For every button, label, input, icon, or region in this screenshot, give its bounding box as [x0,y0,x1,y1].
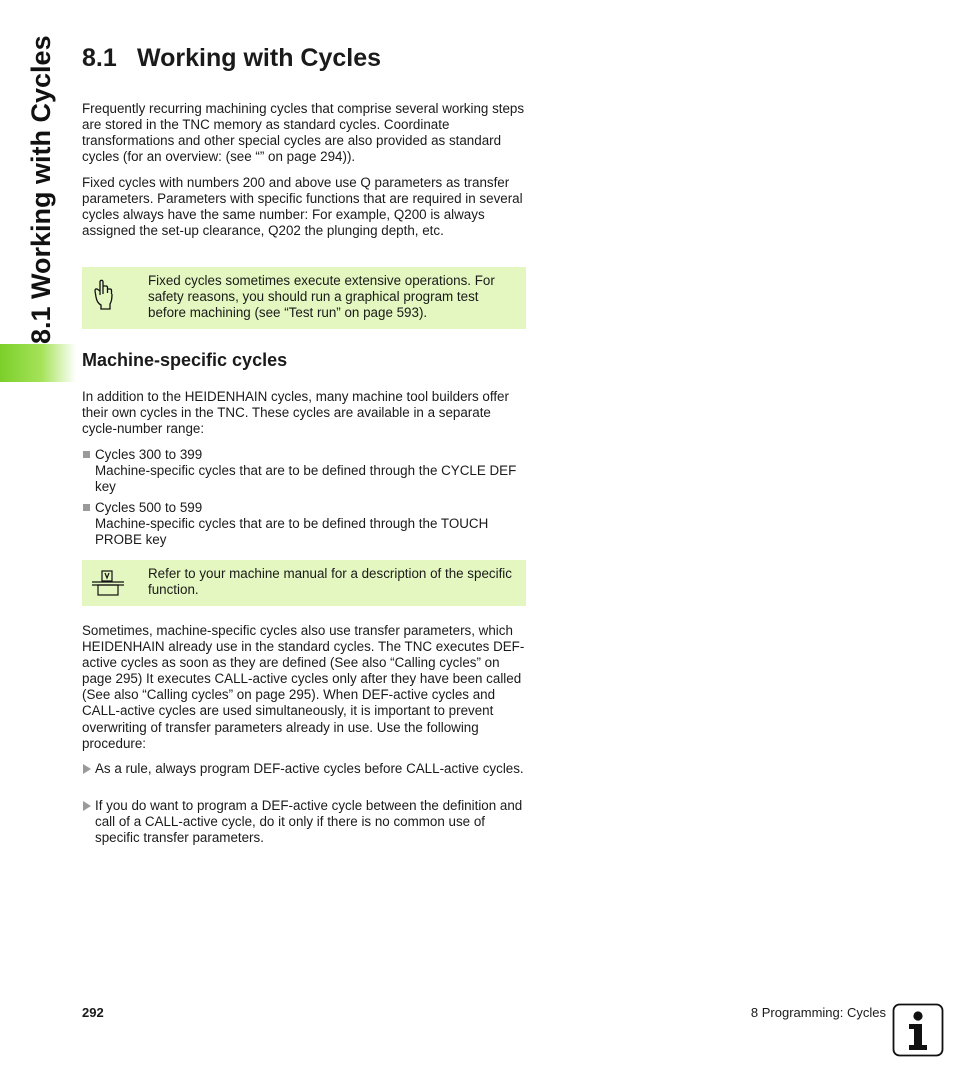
list-item-desc: Machine-specific cycles that are to be defined through the CYCLE DEF key [95,463,517,495]
subsection-heading: Machine-specific cycles [82,350,288,370]
side-chapter-tab [0,0,76,382]
list-item [82,761,526,777]
machine-manual-note [82,560,526,606]
machine-manual-note-text: Refer to your machine manual for a description of the specific function. [148,566,512,598]
list-item-desc: Machine-specific cycles that are to be defined through the TOUCH PROBE key [95,516,489,548]
info-icon[interactable] [892,1003,944,1062]
list-item [82,500,526,548]
triangle-bullet-icon [83,764,91,774]
section-number: 8.1 [82,44,117,72]
hand-pointing-icon [91,279,115,316]
chapter-label: 8 Programming: Cycles [750,1005,886,1020]
page-number: 292 [82,1005,104,1020]
section-title [82,44,381,73]
procedure-step: As a rule, always program DEF-active cycles before CALL-active cycles. [95,761,524,776]
procedure-step: If you do want to program a DEF-active cycle between the definition and call of a CALL-active cycle, do it only if there is no common use of specific transfer parameters. [95,798,523,846]
square-bullet-icon [83,451,90,458]
transfer-paragraph: Sometimes, machine-specific cycles also use transfer parameters, which HEIDENHAIN already use in the standard cycles. The TNC executes DEF-active cycles as soon as they are defined (See also “Calling cycles” on page 295) It executes CALL-active cycles only after they have been called (See also “Calling cycles” on page 295). When DEF-active cycles and CALL-active cycles are used simultaneously, it is important to prevent overwriting of transfer parameters already in use. Use the following procedure: [82,623,525,751]
intro-paragraph-1: Frequently recurring machining cycles that comprise several working steps are stored in the TNC memory as standard cycles. Coordinate transformations and other special cycles are also provided as standard cycles (for an overview: (see “” on page 294)). [82,101,525,165]
triangle-bullet-icon [83,801,91,811]
safety-note [82,267,526,329]
safety-note-text: Fixed cycles sometimes execute extensive operations. For safety reasons, you should run a graphical program test before machining (see “Test run” on page 593). [148,273,495,321]
machine-specific-paragraph: In addition to the HEIDENHAIN cycles, many machine tool builders offer their own cycles in the TNC. These cycles are available in a separate cycle-number range: [82,389,509,437]
intro-paragraph-2: Fixed cycles with numbers 200 and above use Q parameters as transfer parameters. Parameters with specific functions that are required in several cycles always have the same number: For example, Q200 is always assigned the set-up clearance, Q202 the plunging depth, etc. [82,175,523,239]
list-item-title: Cycles 500 to 599 [95,500,203,515]
list-item-title: Cycles 300 to 399 [95,447,203,462]
section-title-text: Working with Cycles [137,44,382,72]
list-item [82,798,526,846]
list-item [82,447,526,495]
square-bullet-icon [83,504,90,511]
machine-manual-icon [91,569,125,602]
side-tab-highlight [0,344,76,382]
side-tab-label: 8.1 Working with Cycles [26,35,56,344]
